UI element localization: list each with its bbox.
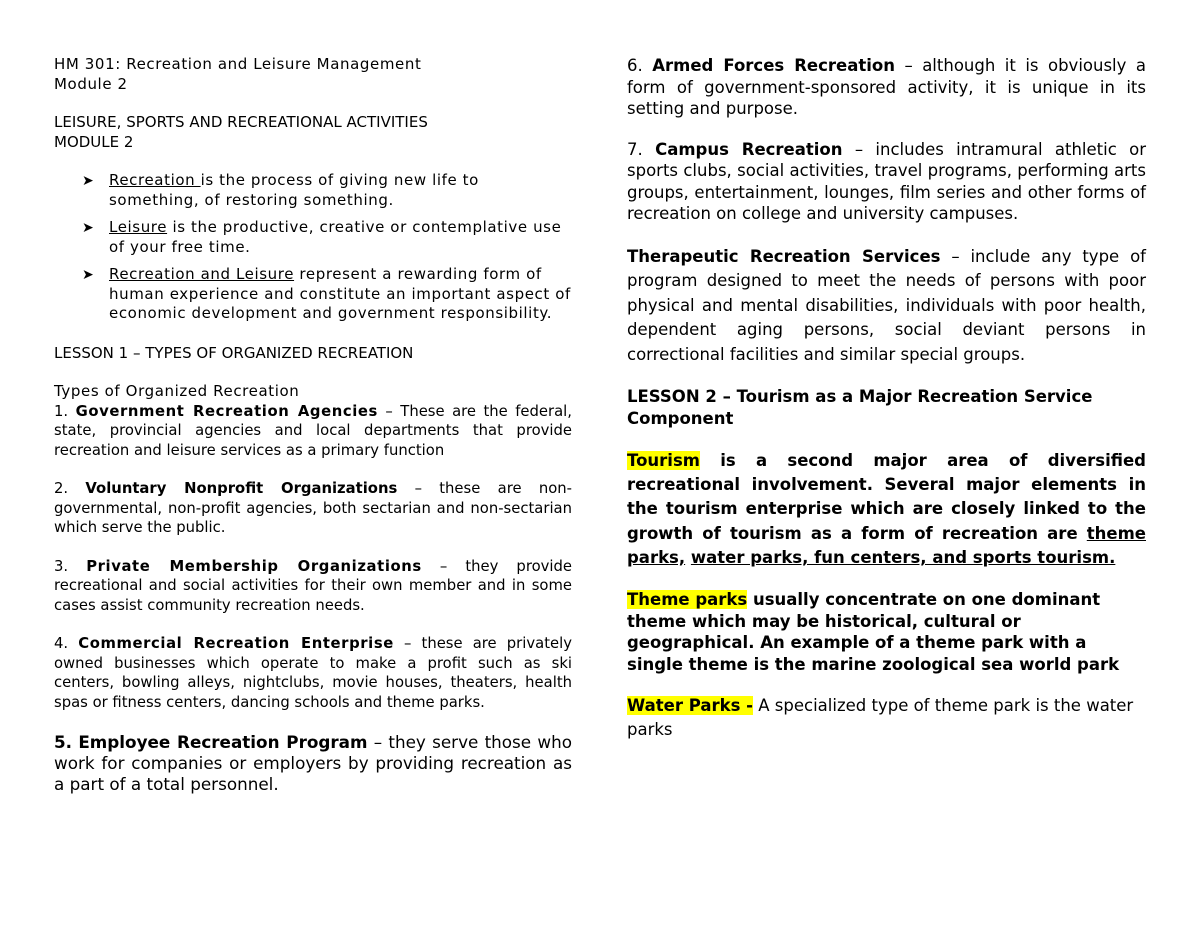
- module-label: Module 2: [54, 74, 128, 93]
- right-column: [627, 55, 1146, 742]
- type-term: Voluntary Nonprofit Organizations: [85, 480, 398, 497]
- arrow-bullet-icon: ➤: [82, 173, 95, 189]
- water-parks-term: Water Parks -: [627, 696, 754, 716]
- definition-text: is the productive, creative or contemplative use of your free time.: [109, 218, 562, 256]
- water-parks-text: A specialized type of theme park is the water parks: [627, 696, 1134, 740]
- type-term: Campus Recreation: [655, 139, 843, 159]
- type-text: – although it is obviously a form of government-sponsored activity, it is unique in its setting and purpose.: [627, 56, 1147, 118]
- type-text: – they provide recreational and social activities for their own member and in some cases assist community recreation needs.: [54, 557, 572, 614]
- lesson1-subtitle: Types of Organized Recreation: [54, 382, 300, 400]
- lesson1-title: LESSON 1 – TYPES OF ORGANIZED RECREATION: [54, 343, 414, 362]
- type-term: Government Recreation Agencies: [75, 402, 378, 420]
- type-term: Therapeutic Recreation Services: [627, 246, 941, 266]
- definition-text: is the process of giving new life to something, of restoring something.: [109, 171, 479, 209]
- tourism-text: is a second major area of diversified recreational involvement. Several major elements in the tourism enterprise which are closely linked to the growth of tourism as a form of recreation are: [627, 451, 1146, 543]
- arrow-bullet-icon: ➤: [82, 220, 95, 236]
- tourism-example-theme-parks: theme parks,: [627, 523, 1146, 567]
- recreation-type-2: 2. Voluntary Nonprofit Organizations – these are non-governmental, non-profit agencies, both sectarian and non-sectarian which serve the public.: [54, 480, 572, 536]
- tourism-example-others: water parks, fun centers, and sports tourism.: [690, 547, 1116, 567]
- theme-parks-paragraph: [627, 589, 1146, 675]
- recreation-type-3: 3. Private Membership Organizations – they provide recreational and social activities for their own member and in some cases assist community recreation needs.: [54, 557, 572, 614]
- course-title: HM 301: Recreation and Leisure Management: [54, 55, 422, 73]
- lesson2-title: LESSON 2 – Tourism as a Major Recreation Service Component: [627, 387, 1093, 428]
- type-term: Employee Recreation Program: [78, 732, 368, 752]
- theme-parks-term: Theme parks: [627, 590, 748, 610]
- definition-text: represent a rewarding form of human experience and constitute an important aspect of economic development and government responsibility.: [109, 265, 571, 322]
- definition-list: [54, 171, 572, 324]
- section-title: LEISURE, SPORTS AND RECREATIONAL ACTIVITIES: [54, 113, 428, 131]
- tourism-paragraph: [627, 449, 1146, 570]
- arrow-bullet-icon: ➤: [82, 267, 95, 283]
- recreation-type-5: 5. Employee Recreation Program – they serve those who work for companies or employers by providing recreation as a part of a total personnel.: [54, 732, 572, 794]
- type-text: – these are non-governmental, non-profit agencies, both sectarian and non-sectarian which serve the public.: [54, 480, 572, 536]
- type-text: – These are the federal, state, provincial agencies and local departments that provide recreation and leisure services as a primary function: [54, 402, 572, 459]
- left-column: [54, 55, 572, 795]
- tourism-term: Tourism: [627, 451, 700, 470]
- recreation-type-1: 1. Government Recreation Agencies – These are the federal, state, provincial agencies and local departments that provide recreation and leisure services as a primary function: [54, 402, 572, 459]
- type-text: – includes intramural athletic or sports clubs, social activities, travel programs, performing arts groups, entertainment, lounges, film series and other forms of recreation on college and university campuses.: [627, 139, 1147, 223]
- type-term: Armed Forces Recreation: [652, 56, 895, 75]
- definition-recreation-leisure: [82, 265, 572, 324]
- therapeutic-recreation: [627, 245, 1146, 368]
- type-text: – these are privately owned businesses which operate to make a profit such as ski centers, bowling alleys, nightclubs, movie houses, theaters, health spas or fitness centers, dancing schools and theme parks.: [54, 635, 572, 711]
- theme-parks-text: usually concentrate on one dominant theme which may be historical, cultural or geographical. An example of a theme park with a single theme is the marine zoological sea world park: [627, 590, 1120, 674]
- definition-term: Recreation: [109, 171, 201, 189]
- recreation-type-4: 4. Commercial Recreation Enterprise – these are privately owned businesses which operate to make a profit such as ski centers, bowling alleys, nightclubs, movie houses, theaters, health spas or fitness centers, dancing schools and theme parks.: [54, 635, 572, 711]
- definition-term: Recreation and Leisure: [109, 265, 295, 283]
- recreation-type-7: 7. Campus Recreation – includes intramural athletic or sports clubs, social activities, travel programs, performing arts groups, entertainment, lounges, film series and other forms of recreation on college and university campuses.: [627, 139, 1147, 223]
- type-term: Private Membership Organizations: [86, 557, 422, 575]
- type-text: – include any type of program designed to meet the needs of persons with poor physical and mental disabilities, individuals with poor health, dependent aging persons, social deviant persons in correctional facilities and similar special groups.: [627, 246, 1146, 364]
- type-term: Commercial Recreation Enterprise: [78, 635, 394, 652]
- recreation-type-6: 6. Armed Forces Recreation – although it is obviously a form of government-sponsored activity, it is unique in its setting and purpose.: [627, 56, 1147, 118]
- water-parks-paragraph: [627, 694, 1146, 742]
- type-text: – they serve those who work for companies or employers by providing recreation as a part of a total personnel.: [54, 732, 572, 794]
- section-module: MODULE 2: [54, 132, 134, 151]
- definition-term: Leisure: [109, 218, 168, 236]
- definition-recreation: [82, 171, 572, 210]
- definition-leisure: [82, 218, 572, 257]
